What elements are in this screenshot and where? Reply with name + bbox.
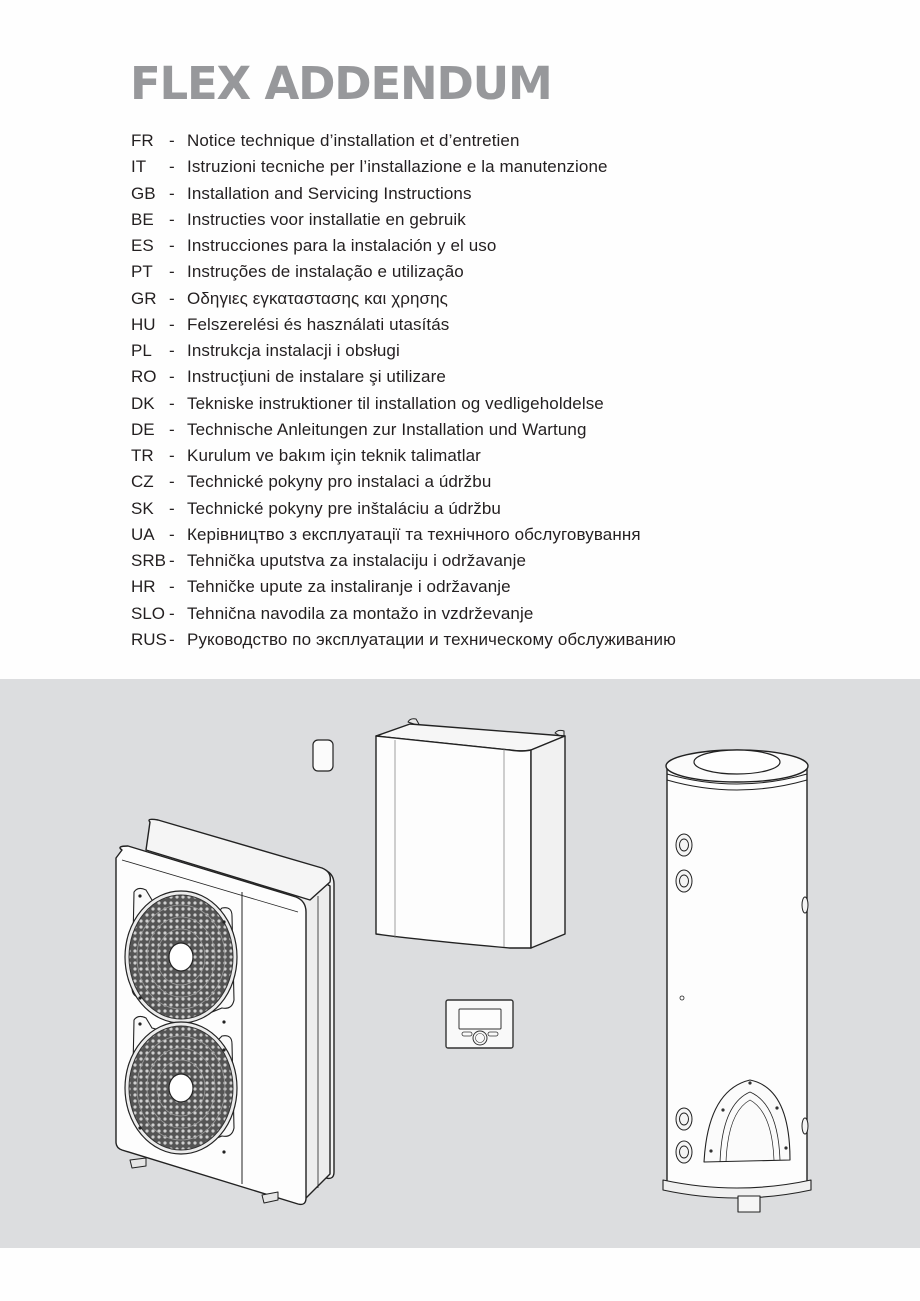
language-code: IT	[131, 157, 147, 177]
language-description: Notice technique d’installation et d’entretien	[187, 131, 520, 150]
language-code: UA	[131, 524, 155, 544]
separator: -	[169, 183, 175, 203]
language-description: Technische Anleitungen zur Installation und Wartung	[187, 419, 587, 439]
hot-water-cylinder-icon	[663, 750, 811, 1212]
language-description: Instrucciones para la instalación y el uso	[187, 236, 497, 255]
language-description: Felszerelési és használati utasítás	[187, 314, 450, 334]
language-code: GR	[131, 288, 157, 308]
separator: -	[169, 603, 175, 623]
indoor-unit-icon	[376, 719, 565, 948]
separator: -	[169, 262, 175, 282]
language-description: Руководство по эксплуатации и техническому обслуживанию	[187, 629, 676, 649]
separator: -	[169, 367, 175, 387]
language-description: Technické pokyny pre inštaláciu a údržbu	[187, 498, 501, 518]
language-description: Kurulum ve bakım için teknik talimatlar	[187, 446, 481, 465]
separator: -	[169, 341, 175, 360]
separator: -	[169, 577, 175, 597]
language-description: Instrukcja instalacji i obsługi	[187, 341, 400, 360]
language-code: ES	[131, 236, 154, 255]
separator: -	[169, 446, 175, 465]
language-description: Instrucţiuni de instalare şi utilizare	[187, 367, 446, 387]
language-code: SK	[131, 498, 154, 518]
separator: -	[169, 419, 175, 439]
separator: -	[169, 551, 175, 570]
language-description: Керівництво з експлуатації та технічного обслуговування	[187, 524, 641, 544]
separator: -	[169, 472, 175, 492]
language-code: PL	[131, 341, 152, 360]
language-description: Istruzioni tecniche per l’installazione e la manutenzione	[187, 157, 608, 177]
language-code: DK	[131, 393, 155, 413]
outdoor-heat-pump-icon	[116, 819, 334, 1204]
language-code: CZ	[131, 472, 154, 492]
language-code: BE	[131, 209, 154, 229]
language-description: Installation and Servicing Instructions	[187, 183, 472, 203]
language-description: Instructies voor installatie en gebruik	[187, 209, 466, 229]
language-code: SRB	[131, 551, 166, 570]
language-code: SLO	[131, 603, 166, 623]
language-code: RO	[131, 367, 157, 387]
separator: -	[169, 209, 175, 229]
separator: -	[169, 524, 175, 544]
language-code: HU	[131, 314, 156, 334]
language-description: Instruções de instalação e utilização	[187, 262, 464, 282]
separator: -	[169, 629, 175, 649]
language-description: Technické pokyny pro instalaci a údržbu	[187, 472, 492, 492]
language-description: Tehnična navodila za montažo in vzdrževanje	[187, 603, 534, 623]
language-code: GB	[131, 183, 156, 203]
product-illustration-panel	[0, 679, 920, 1248]
language-description: Tekniske instruktioner til installation og vedligeholdelse	[187, 393, 604, 413]
separator: -	[169, 314, 175, 334]
language-code: RUS	[131, 629, 167, 649]
language-code: DE	[131, 419, 155, 439]
remote-sensor-icon	[313, 740, 333, 771]
separator: -	[169, 393, 175, 413]
language-code: FR	[131, 131, 154, 150]
language-code: HR	[131, 577, 156, 597]
language-code: TR	[131, 446, 154, 465]
language-description: Tehničke upute za instaliranje i održavanje	[187, 577, 511, 597]
language-description: Οδηγιες εγκαταστασης και χρησης	[187, 288, 448, 308]
product-illustration	[0, 679, 920, 1248]
document-title: FLEX ADDENDUM	[130, 57, 552, 110]
language-code: PT	[131, 262, 153, 282]
fan-icon	[125, 1016, 237, 1154]
separator: -	[169, 157, 175, 177]
separator: -	[169, 288, 175, 308]
separator: -	[169, 498, 175, 518]
separator: -	[169, 131, 175, 150]
separator: -	[169, 236, 175, 255]
room-controller-icon	[446, 1000, 513, 1048]
language-description: Tehnička uputstva za instalaciju i održavanje	[187, 551, 527, 570]
